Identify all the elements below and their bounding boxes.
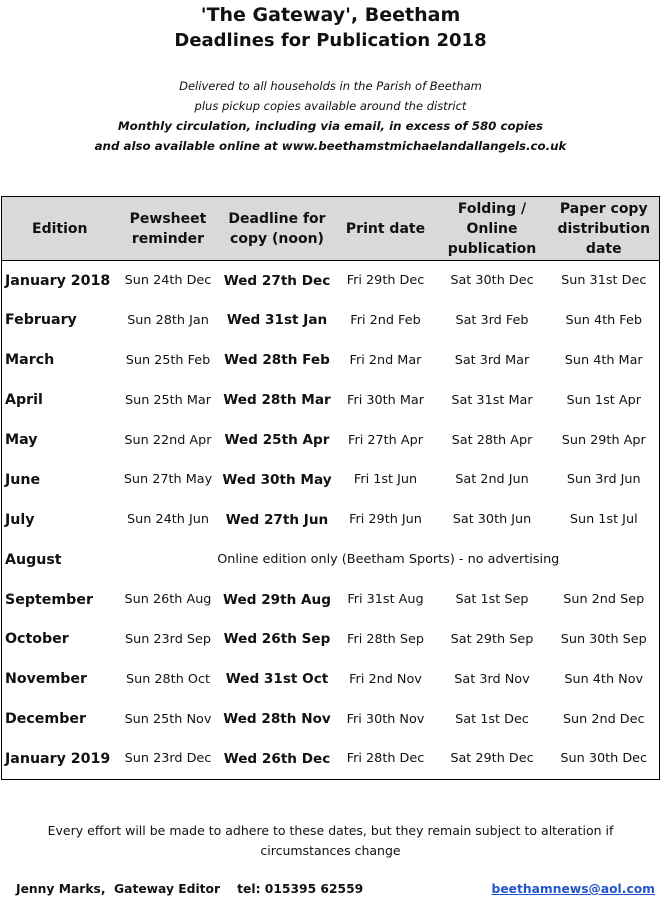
cell-pewsheet: Sun 24th Dec <box>124 273 212 289</box>
table-row <box>2 261 660 301</box>
cell-deadline: Wed 29th Aug <box>223 591 331 608</box>
cell-pewsheet: Sun 23rd Dec <box>124 751 212 767</box>
cell-distribution: Sun 4th Feb <box>565 312 642 328</box>
cell-deadline: Wed 26th Sep <box>223 631 331 648</box>
header-row <box>2 197 660 261</box>
cell-deadline: Wed 26th Dec <box>223 750 331 767</box>
cell-edition: December <box>5 711 86 728</box>
header-print-date: Print date <box>336 197 436 261</box>
cell-edition: April <box>5 392 43 409</box>
cell-edition: March <box>5 352 55 369</box>
cell-pewsheet: Sun 25th Mar <box>124 392 212 408</box>
cell-distribution: Sun 4th Mar <box>564 352 643 368</box>
cell-print: Fri 28th Sep <box>347 631 424 647</box>
cell-print: Fri 29th Jun <box>349 512 422 528</box>
intro-line-4: and also available online at www.beethamstmichaelandallangels.co.uk <box>94 139 567 153</box>
cell-distribution: Sun 3rd Jun <box>566 472 641 488</box>
deadlines-table <box>1 196 660 780</box>
cell-edition: February <box>5 312 77 329</box>
cell-print: Fri 29th Dec <box>346 273 425 289</box>
table-body <box>2 261 660 780</box>
cell-deadline: Wed 30th May <box>222 471 332 488</box>
header-folding-online-publication: Folding / Online publication <box>436 197 549 261</box>
editor-name: Jenny Marks, Gateway Editor <box>16 882 221 896</box>
table-row <box>2 420 660 460</box>
editor-email-link[interactable]: beethamnews@aol.com <box>491 882 655 896</box>
table-row <box>2 460 660 500</box>
cell-edition: May <box>5 432 38 448</box>
editor-contact <box>16 882 363 896</box>
cell-edition: November <box>5 671 88 688</box>
cell-print: Fri 30th Mar <box>347 392 424 408</box>
cell-distribution: Sun 4th Nov <box>564 671 644 687</box>
editor-phone: tel: 015395 62559 <box>237 882 364 896</box>
table-row <box>2 739 660 779</box>
table-row <box>2 580 660 620</box>
table-row <box>2 500 660 540</box>
cell-distribution: Sun 31st Dec <box>561 273 647 289</box>
cell-distribution: Sun 30th Sep <box>560 631 647 647</box>
cell-pewsheet: Sun 25th Feb <box>125 352 211 368</box>
cell-folding: Sat 2nd Jun <box>455 472 529 488</box>
cell-folding: Sat 3rd Feb <box>455 312 529 328</box>
cell-deadline: Wed 25th Apr <box>224 432 330 448</box>
cell-folding: Sat 28th Apr <box>451 432 533 448</box>
cell-deadline: Wed 27th Jun <box>225 511 329 528</box>
page-title: 'The Gateway', Beetham <box>200 4 461 26</box>
header-deadline-for-copy: Deadline for copy (noon) <box>219 197 336 261</box>
table-row <box>2 699 660 739</box>
cell-pewsheet: Sun 28th Jan <box>127 312 209 328</box>
cell-distribution: Sun 29th Apr <box>561 432 646 448</box>
cell-deadline: Wed 28th Feb <box>224 352 330 369</box>
header-edition: Edition <box>2 197 118 261</box>
cell-folding: Sat 31st Mar <box>451 392 533 408</box>
cell-deadline: Wed 28th Mar <box>223 392 331 409</box>
cell-edition: August <box>5 551 62 568</box>
table-row <box>2 540 660 580</box>
cell-deadline: Wed 31st Jan <box>226 312 328 329</box>
cell-folding: Sat 30th Dec <box>450 273 534 289</box>
cell-distribution: Sun 1st Jul <box>569 512 638 528</box>
cell-deadline: Wed 27th Dec <box>223 272 331 289</box>
cell-pewsheet: Sun 23rd Sep <box>124 631 212 647</box>
cell-folding: Sat 1st Sep <box>455 592 529 608</box>
table-row <box>2 300 660 340</box>
cell-folding: Sat 3rd Mar <box>454 352 530 368</box>
cell-pewsheet: Sun 22nd Apr <box>124 432 212 448</box>
cell-print: Fri 2nd Nov <box>349 671 422 687</box>
cell-print: Fri 1st Jun <box>353 472 418 488</box>
cell-folding: Sat 30th Jun <box>452 512 532 528</box>
cell-distribution: Sun 1st Apr <box>566 392 641 408</box>
intro-line-2: plus pickup copies available around the district <box>194 99 467 113</box>
cell-deadline: Wed 28th Nov <box>223 711 331 728</box>
cell-deadline: Wed 31st Oct <box>225 671 329 688</box>
cell-edition: July <box>5 511 35 528</box>
table-row <box>2 340 660 380</box>
header-pewsheet-reminder: Pewsheet reminder <box>118 197 219 261</box>
cell-pewsheet: Sun 27th May <box>123 472 213 488</box>
intro-line-3: Monthly circulation, including via email, in excess of 580 copies <box>117 119 544 133</box>
cell-folding: Sat 29th Dec <box>450 751 534 767</box>
cell-online-only-note: Online edition only (Beetham Sports) - no advertising <box>217 552 560 568</box>
cell-edition: January 2019 <box>5 750 111 767</box>
disclaimer-note: Every effort will be made to adhere to these dates, but they remain subject to alteration if circumstances change <box>47 823 614 858</box>
cell-edition: September <box>5 591 93 608</box>
cell-folding: Sat 29th Sep <box>450 631 534 647</box>
cell-pewsheet: Sun 26th Aug <box>124 592 212 608</box>
cell-print: Fri 31st Aug <box>347 592 424 608</box>
cell-print: Fri 27th Apr <box>348 432 423 448</box>
table-row <box>2 659 660 699</box>
table-row <box>2 620 660 660</box>
cell-distribution: Sun 2nd Dec <box>562 711 645 727</box>
cell-edition: October <box>5 631 69 648</box>
cell-pewsheet: Sun 24th Jun <box>127 512 209 528</box>
header-paper-copy-distribution-date: Paper copy distribution date <box>549 197 660 261</box>
table-row <box>2 380 660 420</box>
cell-print: Fri 2nd Mar <box>349 352 422 368</box>
cell-pewsheet: Sun 25th Nov <box>124 711 212 727</box>
cell-edition: June <box>5 471 41 488</box>
page-subtitle: Deadlines for Publication 2018 <box>174 30 487 51</box>
cell-distribution: Sun 2nd Sep <box>563 592 645 608</box>
cell-print: Fri 30th Nov <box>346 711 425 727</box>
table-header <box>2 197 660 261</box>
cell-pewsheet: Sun 28th Oct <box>125 671 211 687</box>
cell-edition: January 2018 <box>5 272 111 289</box>
intro-line-1: Delivered to all households in the Parish of Beetham <box>179 79 482 93</box>
cell-print: Fri 2nd Feb <box>350 312 421 328</box>
cell-folding: Sat 1st Dec <box>455 711 529 727</box>
cell-distribution: Sun 30th Dec <box>560 751 648 767</box>
cell-folding: Sat 3rd Nov <box>454 671 530 687</box>
cell-print: Fri 28th Dec <box>346 751 425 767</box>
